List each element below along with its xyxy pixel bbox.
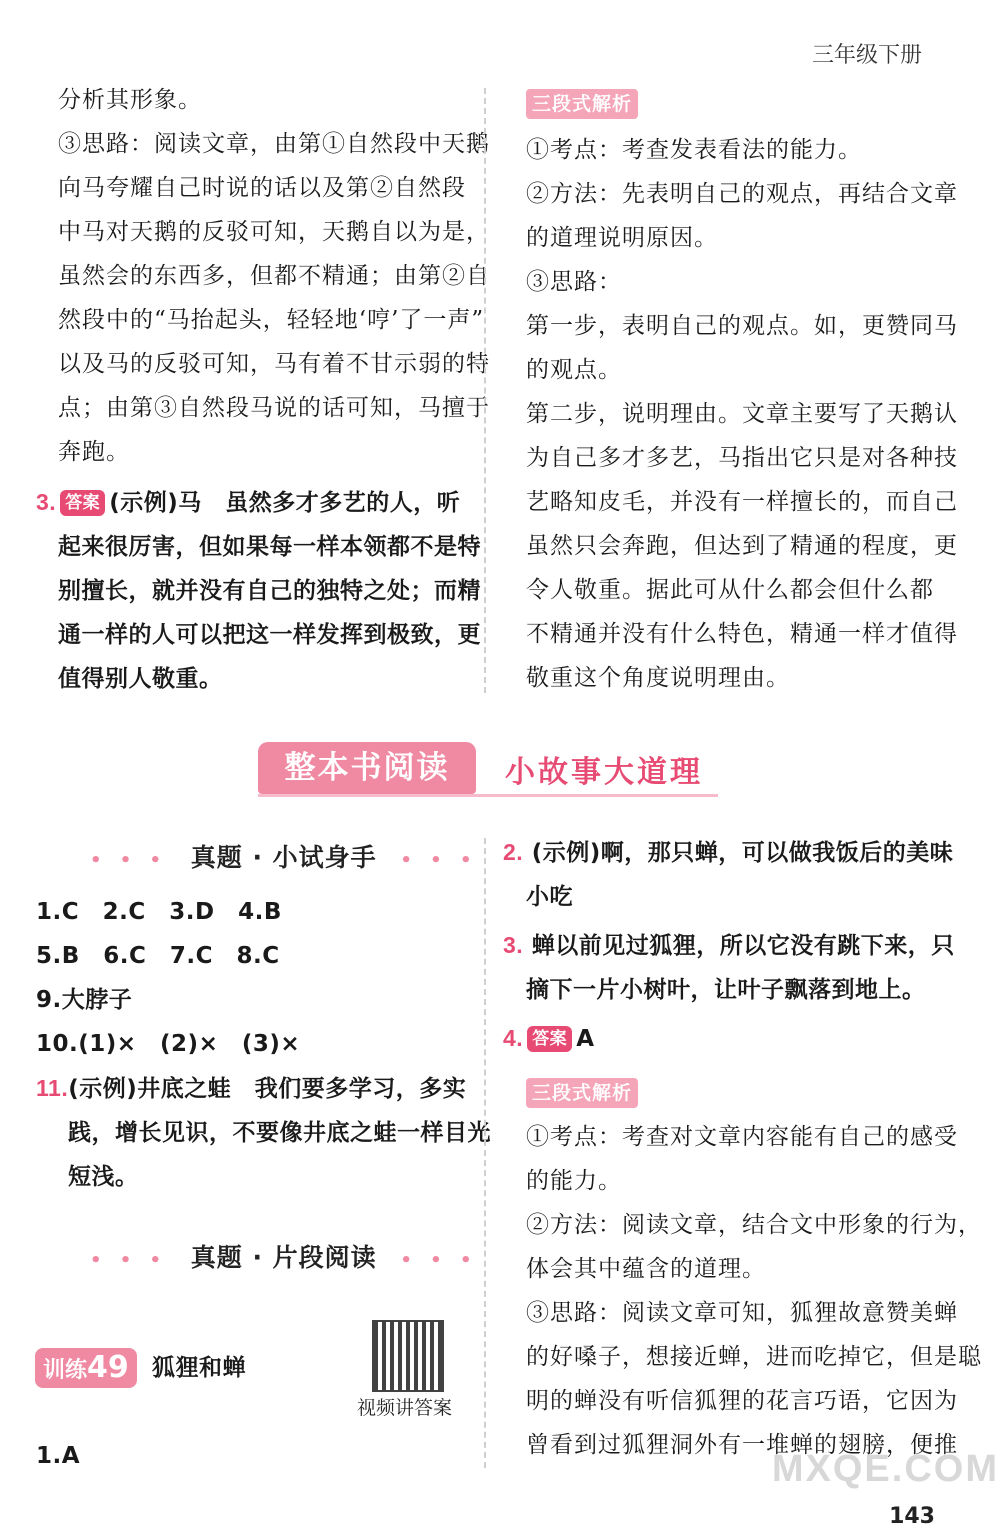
- answer-text: 起来很厉害，但如果每一样本领都不是特: [58, 534, 481, 560]
- section-title-text: 真题 · 片段阅读: [190, 1243, 377, 1272]
- column-divider: [484, 88, 486, 693]
- page-number: 143: [889, 1504, 935, 1529]
- text-line: ②方法：先表明自己的观点，再结合文章: [526, 181, 958, 207]
- training-label: 训练: [43, 1358, 88, 1383]
- qr-label: 视频讲答案: [357, 1397, 453, 1419]
- section-title-reading: [90, 1238, 477, 1274]
- column-divider: [484, 838, 486, 1468]
- question-number: 11.: [36, 1075, 69, 1101]
- text-line: 令人敬重。据此可从什么都会但什么都: [526, 577, 934, 603]
- answer-row: 9.大脖子: [36, 987, 133, 1013]
- question-3: [36, 480, 481, 701]
- text-line: 的道理说明原因。: [526, 225, 718, 251]
- qr-code-icon[interactable]: [372, 1320, 444, 1392]
- bottom-right-analysis: [526, 1075, 982, 1467]
- banner-underline: [258, 794, 718, 797]
- text-line: ①考点：考查对文章内容能有自己的感受: [526, 1124, 958, 1150]
- text-line: 中马对天鹅的反驳可知，天鹅自以为是，: [58, 219, 490, 245]
- answer-text: (示例)啊，那只蝉，可以做我饭后的美味: [531, 840, 954, 866]
- text-line: 然段中的“马抬起头，轻轻地‘哼’了一声”: [58, 307, 485, 333]
- question-number: 3.: [36, 489, 57, 515]
- text-line: 的观点。: [526, 357, 622, 383]
- grade-label: 三年级下册: [811, 43, 922, 68]
- text-line: 虽然会的东西多，但都不精通；由第②自: [58, 263, 490, 289]
- section-title-quiz: [90, 838, 477, 874]
- answer-text: (示例)马 虽然多才多艺的人，听: [109, 490, 461, 516]
- answer-tag: 答案: [60, 490, 105, 516]
- training-title: 狐狸和蝉: [152, 1355, 246, 1381]
- text-line: 奔跑。: [58, 439, 130, 465]
- answer-tag: 答案: [527, 1026, 572, 1052]
- decor-dots: • • •: [90, 850, 168, 871]
- decor-dots: • • •: [400, 850, 478, 871]
- banner-subtitle: 小故事大道理: [505, 755, 703, 790]
- answer-text: 短浅。: [68, 1164, 139, 1190]
- watermark: MXQE.COM: [771, 1448, 999, 1490]
- answer-text: 践，增长见识，不要像井底之蛙一样目光: [68, 1120, 491, 1146]
- text-line: 体会其中蕴含的道理。: [526, 1256, 766, 1282]
- answer-row: 10.(1)× (2)× (3)×: [36, 1031, 301, 1057]
- text-line: ③思路：阅读文章，由第①自然段中天鹅: [58, 131, 490, 157]
- text-line: 虽然只会奔跑，但达到了精通的程度，更: [526, 533, 958, 559]
- text-line: ③思路：阅读文章可知，狐狸故意赞美蝉: [526, 1300, 958, 1326]
- text-line: 分析其形象。: [58, 87, 202, 113]
- training-number: 49: [87, 1350, 129, 1385]
- answer-text: 值得别人敬重。: [58, 666, 223, 692]
- question-number: 4.: [503, 1025, 524, 1051]
- bottom-right-answers: [503, 830, 955, 1061]
- text-line: 敬重这个角度说明理由。: [526, 665, 790, 691]
- top-right-column: [526, 86, 958, 700]
- question-number: 2.: [503, 839, 524, 865]
- answer-row: 1.C 2.C 3.D 4.B: [36, 899, 282, 925]
- analysis-label: 三段式解析: [526, 1078, 638, 1108]
- training-badge: [35, 1348, 137, 1388]
- analysis-label: 三段式解析: [526, 89, 638, 119]
- text-line: ③思路：: [526, 269, 622, 295]
- question-number: 3.: [503, 932, 524, 958]
- text-line: 为自己多才多艺，马指出它只是对各种技: [526, 445, 958, 471]
- text-line: 不精通并没有什么特色，精通一样才值得: [526, 621, 958, 647]
- text-line: 的好嗓子，想接近蝉，进而吃掉它，但是聪: [526, 1344, 982, 1370]
- question-1-answer: 1.A: [36, 1443, 81, 1469]
- section-title-text: 真题 · 小试身手: [190, 843, 377, 872]
- text-line: 曾看到过狐狸洞外有一堆蝉的翅膀，便推: [526, 1432, 958, 1458]
- text-line: 第一步，表明自己的观点。如，更赞同马: [526, 313, 958, 339]
- text-line: 向马夸耀自己时说的话以及第②自然段: [58, 175, 466, 201]
- decor-dots: • • •: [400, 1250, 478, 1271]
- answer-text: 别擅长，就并没有自己的独特之处；而精: [58, 578, 481, 604]
- decor-dots: • • •: [90, 1250, 168, 1271]
- answer-text: A: [576, 1026, 595, 1052]
- text-line: 以及马的反驳可知，马有着不甘示弱的特: [58, 351, 490, 377]
- quiz-answers: [36, 890, 491, 1199]
- top-left-column: [58, 78, 490, 474]
- answer-text: 通一样的人可以把这一样发挥到极致，更: [58, 622, 481, 648]
- text-line: ①考点：考查发表看法的能力。: [526, 137, 862, 163]
- answer-text: 小吃: [526, 884, 573, 910]
- text-line: 艺略知皮毛，并没有一样擅长的，而自己: [526, 489, 958, 515]
- text-line: 点；由第③自然段马说的话可知，马擅于: [58, 395, 490, 421]
- text-line: ②方法：阅读文章，结合文中形象的行为，: [526, 1212, 982, 1238]
- answer-text: (示例)井底之蛙 我们要多学习，多实: [68, 1076, 467, 1102]
- book-reading-banner: 整本书阅读: [258, 742, 476, 794]
- text-line: 的能力。: [526, 1168, 622, 1194]
- text-line: 第二步，说明理由。文章主要写了天鹅认: [526, 401, 958, 427]
- answer-row: 5.B 6.C 7.C 8.C: [36, 943, 280, 969]
- answer-text: 摘下一片小树叶，让叶子飘落到地上。: [526, 977, 926, 1003]
- text-line: 明的蝉没有听信狐狸的花言巧语，它因为: [526, 1388, 958, 1414]
- answer-text: 蝉以前见过狐狸，所以它没有跳下来，只: [531, 933, 955, 959]
